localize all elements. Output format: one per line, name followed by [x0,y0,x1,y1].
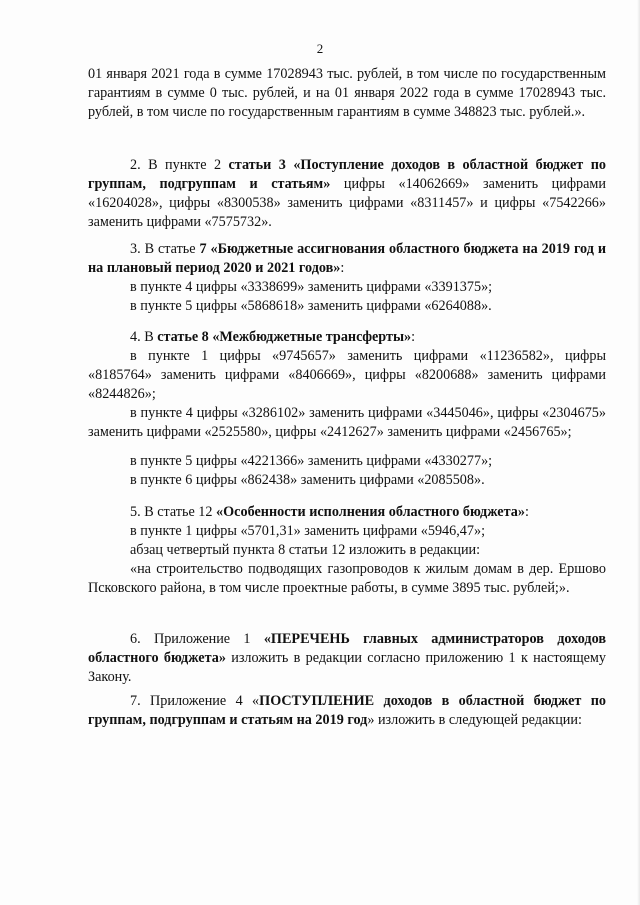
page-number: 2 [316,41,324,56]
item-7-rest: » изложить в следующей редакции: [367,712,582,728]
item-4-point-1: в пункте 1 цифры «9745657» заменить цифрами «11236582», цифры «8185764» заменить цифрами «8406669», цифры «8200688» заменить цифрами «8244826»; [88,348,606,402]
item-4-point-4: в пункте 4 цифры «3286102» заменить цифрами «3445046», цифры «2304675» заменить цифрами «2525580», цифры «2412627» заменить цифрами «2456765»; [88,405,606,440]
item-3-heading [88,240,606,278]
item-4-rest: : [411,329,416,345]
item-4-heading [88,328,606,347]
item-5-rest: : [524,504,529,520]
item-2-bold: статьи 3 «Поступление доходов в областной бюджет по группам, подгруппам и статьям» [88,157,606,192]
item-3-lead: 3. В статье [130,241,200,257]
item-5-line-3: «на строительство подводящих газопроводов к жилым домам в дер. Ершово Псковского района, в том числе проектные работы, в сумме 3895 тыс. рублей;». [88,561,606,596]
item-6-paragraph [88,630,606,687]
item-4-point-5: в пункте 5 цифры «4221366» заменить цифрами «4330277»; [130,453,493,469]
item-6-lead: 6. Приложение 1 [130,631,264,647]
item-7-paragraph [88,692,606,730]
item-4-bold: статье 8 «Межбюджетные трансферты» [157,329,412,345]
item-7-lead: 7. Приложение 4 « [130,693,260,709]
item-5-line-2: абзац четвертый пункта 8 статьи 12 изложить в редакции: [130,542,481,558]
item-3-line-2: в пункте 5 цифры «5868618» заменить цифрами «6264088». [130,298,492,314]
item-5-lead: 5. В статье 12 [130,504,217,520]
item-4-lead: 4. В [130,329,158,345]
item-5-heading [88,503,606,522]
item-5-bold: «Особенности исполнения областного бюджета» [216,504,525,520]
item-7-bold: ПОСТУПЛЕНИЕ доходов в областной бюджет по группам, подгруппам и статьям на 2019 год [88,693,606,728]
item-6-rest: изложить в редакции согласно приложению 1 к настоящему Закону. [88,650,606,685]
intro-paragraph: 01 января 2021 года в сумме 17028943 тыс. рублей, в том числе по государственным гарантиям в сумме 0 тыс. рублей, и на 01 января 2022 года в сумме 17028943 тыс. рублей, в том числе по государственным гарантиям в сумме 348823 тыс. рублей.». [88,66,606,120]
item-6-bold: «ПЕРЕЧЕНЬ главных администраторов доходов областного бюджета» [88,631,606,666]
item-3-line-1: в пункте 4 цифры «3338699» заменить цифрами «3391375»; [130,279,493,295]
item-5-line-1: в пункте 1 цифры «5701,31» заменить цифрами «5946,47»; [130,523,486,539]
item-3-bold: 7 «Бюджетные ассигнования областного бюджета на 2019 год и на плановый период 2020 и 2021 годов» [88,241,607,276]
item-3-rest: : [340,260,345,276]
item-2-paragraph [88,156,606,232]
item-2-rest: цифры «14062669» заменить цифрами «16204028», цифры «8300538» заменить цифрами «8311457» и цифры «7542266» заменить цифрами «7575732». [88,176,606,230]
item-4-point-6: в пункте 6 цифры «862438» заменить цифрами «2085508». [130,472,485,488]
item-2-lead: 2. В пункте 2 [130,157,229,173]
